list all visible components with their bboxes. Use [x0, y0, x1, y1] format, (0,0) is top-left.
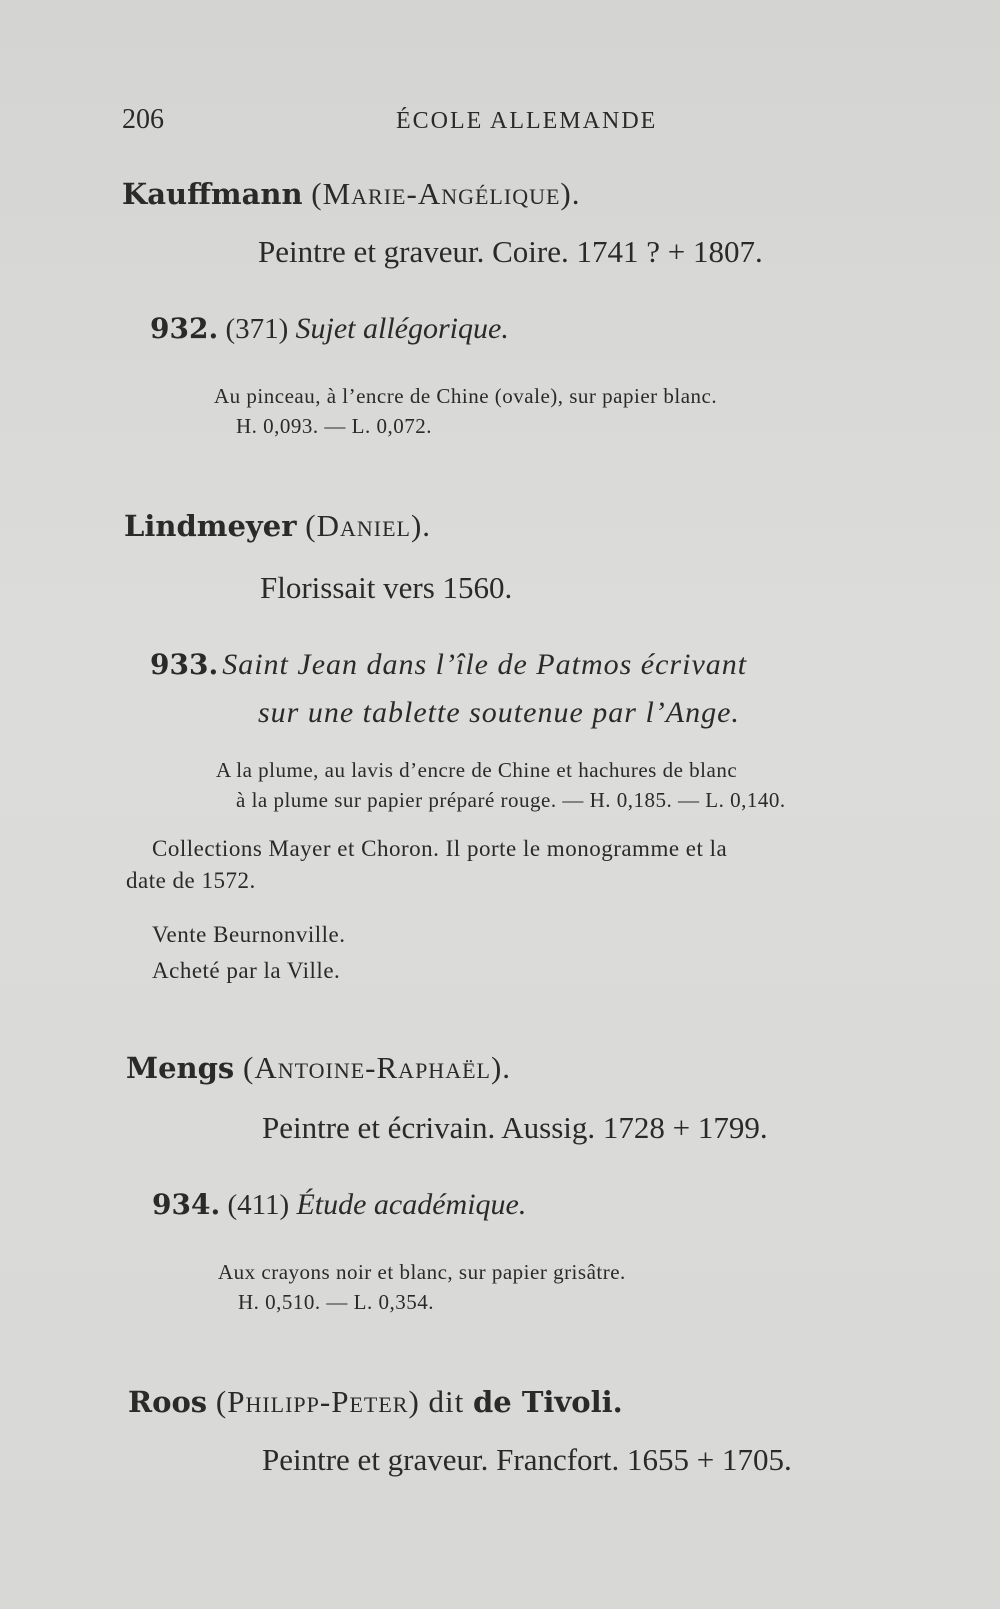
- artist-firstname: Marie-Angélique: [322, 176, 561, 211]
- catalogue-entry-heading: [152, 1188, 526, 1222]
- artist-alias: de Tivoli.: [473, 1385, 623, 1419]
- work-title: Sujet allégorique.: [295, 312, 509, 345]
- artist-name: Kauffmann: [122, 177, 303, 211]
- artist-name: Lindmeyer: [124, 509, 297, 543]
- provenance-note-continued: date de 1572.: [126, 868, 256, 893]
- catalogue-number: 933.: [150, 648, 219, 681]
- work-dimensions: H. 0,093. — L. 0,072.: [236, 414, 432, 438]
- artist-description: Peintre et graveur. Coire. 1741 ? + 1807.: [258, 234, 763, 269]
- artist-description: Peintre et graveur. Francfort. 1655 + 1705.: [262, 1442, 792, 1477]
- artist-heading: Roos (Philipp-Peter) dit de Tivoli.: [128, 1384, 623, 1419]
- old-number: (411): [220, 1189, 297, 1221]
- catalogue-entry-heading: [150, 312, 509, 346]
- work-medium: A la plume, au lavis d’encre de Chine et hachures de blanc: [216, 758, 738, 782]
- provenance-note: Collections Mayer et Choron. Il porte le monogramme et la: [152, 836, 728, 861]
- work-medium: Aux crayons noir et blanc, sur papier grisâtre.: [218, 1260, 626, 1284]
- artist-firstname: Daniel: [316, 508, 411, 543]
- work-title: Étude académique.: [296, 1188, 527, 1221]
- work-medium-continued: à la plume sur papier préparé rouge. — H. 0,185. — L. 0,140.: [236, 788, 786, 812]
- work-title: Saint Jean dans l’île de Patmos écrivant: [222, 648, 748, 681]
- old-number: (371): [218, 313, 296, 345]
- artist-firstname: Antoine-Raphaël: [254, 1050, 491, 1085]
- artist-firstname: Philipp-Peter: [227, 1384, 409, 1419]
- catalogue-number: 932.: [150, 312, 219, 345]
- artist-name: Mengs: [126, 1051, 235, 1085]
- artist-heading: Mengs (Antoine-Raphaël).: [126, 1050, 512, 1085]
- catalogue-entry-heading: [150, 648, 747, 682]
- running-title: ÉCOLE ALLEMANDE: [396, 108, 658, 134]
- page-number: 206: [122, 104, 164, 135]
- sale-note: Vente Beurnonville.: [152, 922, 346, 947]
- work-medium: Au pinceau, à l’encre de Chine (ovale), sur papier blanc.: [214, 384, 718, 408]
- artist-name: Roos: [128, 1385, 208, 1419]
- artist-description: Florissait vers 1560.: [260, 570, 513, 605]
- artist-heading: Kauffmann (Marie-Angélique).: [122, 176, 581, 211]
- work-title-continued: sur une tablette soutenue par l’Ange.: [258, 696, 740, 729]
- artist-heading: Lindmeyer (Daniel).: [124, 508, 432, 543]
- work-dimensions: H. 0,510. — L. 0,354.: [238, 1290, 434, 1314]
- catalogue-number: 934.: [152, 1188, 221, 1221]
- artist-description: Peintre et écrivain. Aussig. 1728 + 1799.: [262, 1110, 768, 1145]
- acquisition-note: Acheté par la Ville.: [152, 958, 341, 983]
